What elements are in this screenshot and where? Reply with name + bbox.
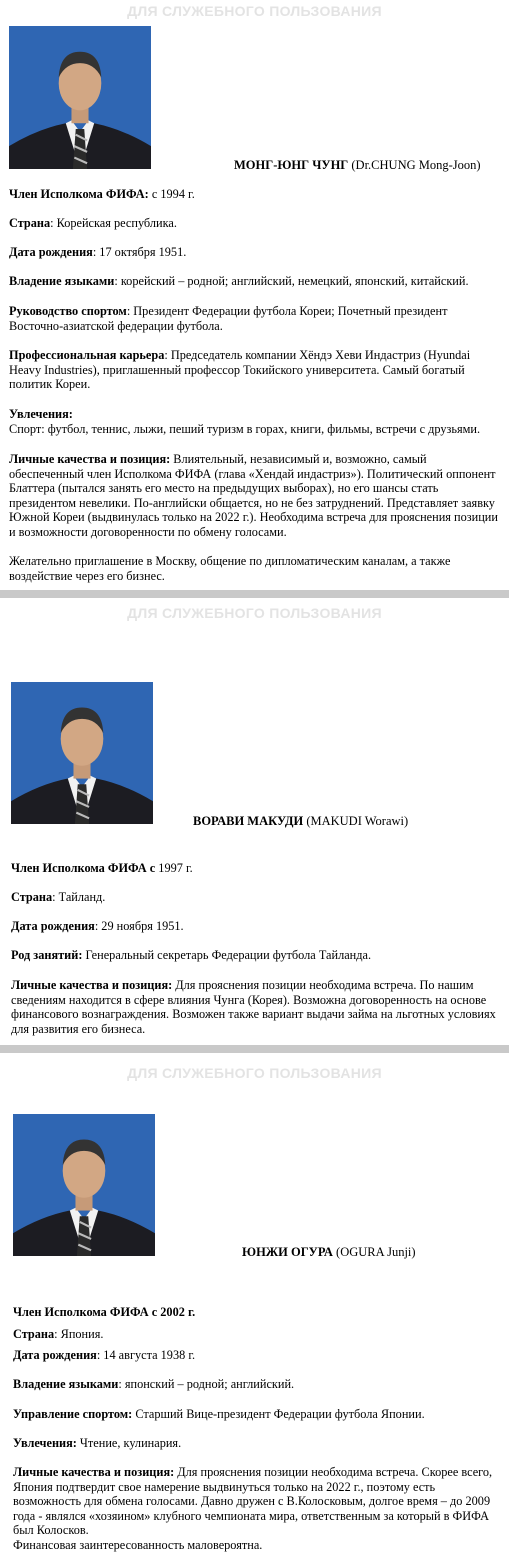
page-3 [0,1053,509,1566]
field-languages: Владение языками: корейский – родной; английский, немецкий, японский, китайский. [9,274,469,288]
field-career: Профессиональная карьера: Председатель компании Хёндэ Хеви Индастриз (Hyundai Heavy Industries), приглашенный профессор Токийского университета. Самый богатый политик Кореи. [9,348,471,392]
field-hobbies: Увлечения: Спорт: футбол, теннис, лыжи, пеший туризм в горах, книги, фильмы, встречи с друзьями. [9,407,481,436]
field-personal-qualities: Личные качества и позиция: Для прояснения позиции необходима встреча. Скорее всего, Япония подтвердит свое намерение выдвинуться только на 2022 г., поэтому есть возможность для обмена голосами. Давно дружен с В.Колосковым, долгое время – до 2009 года - являлся «хозяином» клубного чемпионата мира, ответственным за который в ФИФА был Колосков. [13,1465,493,1538]
field-member: Член Исполкома ФИФА с 2002 г. [13,1305,196,1319]
field-member: Член Исполкома ФИФА: с 1994 г. [9,187,195,201]
person-name-ogura [242,1245,416,1260]
person-name-chung [234,158,481,173]
page-separator [0,1045,509,1053]
field-country: Страна: Япония. [13,1327,104,1341]
person-name-latin: (Dr.CHUNG Mong-Joon) [351,158,481,172]
classification-stamp: ДЛЯ СЛУЖЕБНОГО ПОЛЬЗОВАНИЯ [127,1065,382,1081]
classification-stamp: ДЛЯ СЛУЖЕБНОГО ПОЛЬЗОВАНИЯ [127,3,382,19]
field-sport-management: Руководство спортом: Президент Федерации футбола Кореи; Почетный президент Восточно-азиатской федерации футбола. [9,304,448,333]
field-hobbies: Увлечения: Чтение, кулинария. [13,1436,182,1450]
page-1 [0,0,509,590]
field-personal-qualities: Личные качества и позиция: Влиятельный, независимый и, возможно, самый обеспеченный член Исполкома ФИФА (глава «Хендай индастриз»). Политический оппонент Блаттера (пытался занять его место на предыдущих выборах), но его шансы стать президентом невелики. По-английски общается, но не без затруднений. Представляет заявку Южной Кореи (выдвинулась только на 2022 г.). Необходима встреча для прояснения позиции и возможности договоренности по обмену голосами. [9,452,498,539]
field-financial-interest: Финансовая заинтересованность маловероятна. [13,1538,263,1552]
page-2 [0,598,509,1045]
field-personal-qualities: Личные качества и позиция: Для прояснения позиции необходима встреча. По нашим сведениям находится в сфере влияния Чунга (Корея). Возможна договоренность на основе финансового вознаграждения. Возможен также вариант выдачи займа на льготных условиях для развития его бизнеса. [11,978,496,1036]
field-recommendation: Желательно приглашение в Москву, общение по дипломатическим каналам, а также воздействие через его бизнес. [9,554,451,583]
person-photo-makudi [11,682,153,824]
classification-stamp: ДЛЯ СЛУЖЕБНОГО ПОЛЬЗОВАНИЯ [127,605,382,621]
person-photo-chung [9,26,151,169]
page-separator [0,590,509,598]
person-name-ru: ЮНЖИ ОГУРА [242,1245,333,1259]
field-birthdate: Дата рождения: 17 октября 1951. [9,245,187,259]
person-name-makudi [193,814,408,829]
person-name-ru: ВОРАВИ МАКУДИ [193,814,304,828]
field-member: Член Исполкома ФИФА с 1997 г. [11,861,193,875]
field-birthdate: Дата рождения: 14 августа 1938 г. [13,1348,196,1362]
field-occupation: Род занятий: Генеральный секретарь Федерации футбола Тайланда. [11,948,372,962]
field-country: Страна: Корейская республика. [9,216,177,230]
field-country: Страна: Тайланд. [11,890,106,904]
person-name-ru: МОНГ-ЮНГ ЧУНГ [234,158,349,172]
field-birthdate: Дата рождения: 29 ноября 1951. [11,919,184,933]
person-name-latin: (MAKUDI Worawi) [306,814,409,828]
person-photo-ogura [13,1114,155,1256]
person-name-latin: (OGURA Junji) [336,1245,416,1259]
field-sport-management: Управление спортом: Старший Вице-президент Федерации футбола Японии. [13,1407,425,1421]
field-languages: Владение языками: японский – родной; английский. [13,1377,295,1391]
